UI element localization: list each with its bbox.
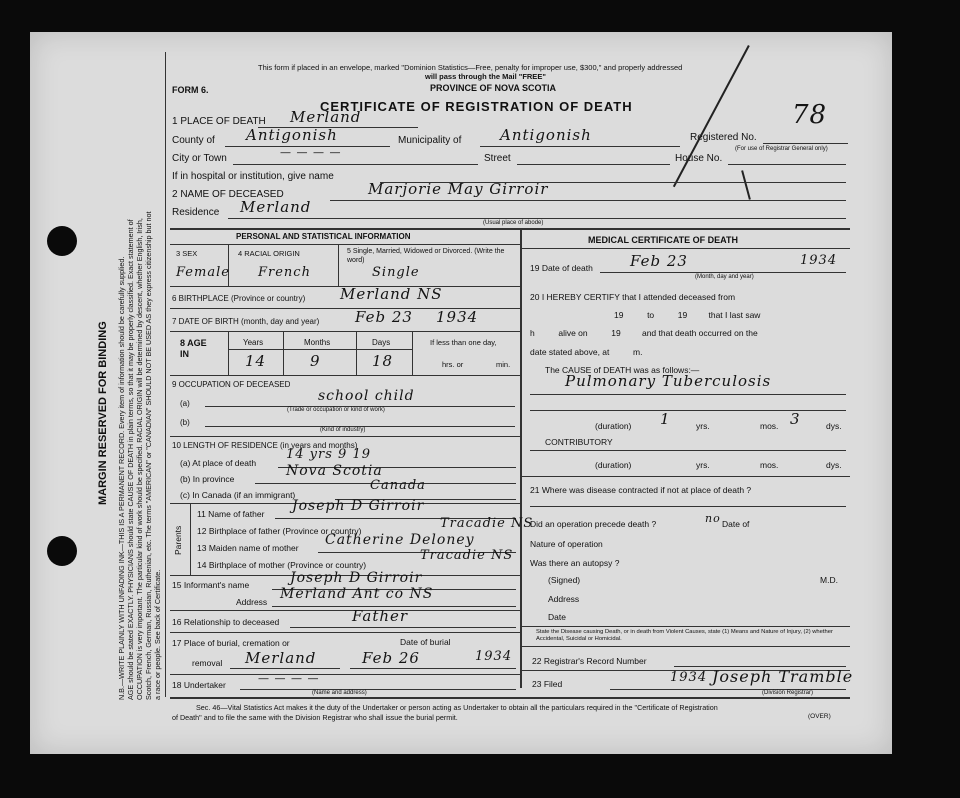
margin-note-1: N.B.—WRITE PLAINLY WITH UNFADING INK—THIS IS A PERMANENT RECORD. Every item of information should be carefully supplied. xyxy=(117,256,126,700)
parents-label: Parents xyxy=(173,525,183,555)
margin-note-5: a race or people. See back of Certificate. xyxy=(153,569,162,700)
mother-bp-label: 14 Birthplace of mother (Province or country) xyxy=(197,560,367,570)
hospital-label: If in hospital or institution, give name xyxy=(172,171,334,182)
grid-center xyxy=(520,228,522,688)
father-bp-value: Tracadie NS xyxy=(440,516,534,531)
registered-note: (For use of Registrar General only) xyxy=(735,146,828,152)
death-date-value: Feb 23 xyxy=(630,252,688,270)
cause-label: The CAUSE of DEATH was as follows:— xyxy=(545,365,700,375)
death-date-label: 19 Date of death xyxy=(530,263,593,273)
duration-mos-value: 3 xyxy=(790,410,801,428)
municipality-label: Municipality of xyxy=(398,135,462,146)
duration-mos: mos. xyxy=(760,421,779,431)
residence-value: Merland xyxy=(240,198,312,216)
operation-value: no xyxy=(705,512,721,525)
contrib-yrs: yrs. xyxy=(696,460,710,470)
house-line xyxy=(728,164,846,165)
contrib-dys: dys. xyxy=(826,460,842,470)
dob-rule xyxy=(170,331,520,332)
occ-b-note: (Kind of industry) xyxy=(320,427,366,433)
years-label: Years xyxy=(243,338,264,347)
city-label: City or Town xyxy=(172,153,227,164)
sex-value: Female xyxy=(176,265,230,280)
street-line xyxy=(517,164,670,165)
cause-line xyxy=(530,394,846,395)
nature-label: Nature of operation xyxy=(530,539,603,549)
informant-label: 15 Informant's name xyxy=(172,580,250,590)
registered-label: Registered No. xyxy=(690,132,757,143)
racial-div xyxy=(338,244,339,286)
months-label: Months xyxy=(304,338,331,347)
months-value: 9 xyxy=(310,352,321,370)
contrib-mos: mos. xyxy=(760,460,779,470)
undertaker-note: (Name and address) xyxy=(312,690,367,696)
occ-b-label: (b) xyxy=(180,418,190,427)
contributory-line xyxy=(530,450,846,451)
residence-note: (Usual place of abode) xyxy=(483,220,544,226)
footer-rule xyxy=(170,697,850,699)
res-c-value: Canada xyxy=(370,478,426,493)
age-div2 xyxy=(356,331,357,375)
autopsy-label: Was there an autopsy ? xyxy=(530,558,620,568)
certificate-title: CERTIFICATE OF REGISTRATION OF DEATH xyxy=(320,99,633,114)
less-label: If less than one day, xyxy=(430,338,497,347)
registrar-note: (Division Registrar) xyxy=(762,690,814,696)
duration-label: (duration) xyxy=(595,421,632,431)
personal-title: PERSONAL AND STATISTICAL INFORMATION xyxy=(236,232,411,241)
form-number: FORM 6. xyxy=(172,85,209,95)
operation-label: Did an operation precede death ? xyxy=(530,519,657,529)
relationship-value: Father xyxy=(352,607,409,625)
sex-label: 3 SEX xyxy=(176,249,198,258)
municipality-line xyxy=(480,146,680,147)
md-label: M.D. xyxy=(820,575,838,585)
mail-notice-1: This form if placed in an envelope, marked "Dominion Statistics—Free, penalty for improper use, $300," and properly addressed xyxy=(258,63,683,72)
burial-place-line xyxy=(230,668,340,669)
county-label: County of xyxy=(172,135,215,146)
days-label: Days xyxy=(372,338,391,347)
certify-line-h: h alive on 19 and that death occurred on the xyxy=(530,328,758,338)
filed-year: 1934 xyxy=(670,670,708,685)
province-heading: PROVINCE OF NOVA SCOTIA xyxy=(430,83,557,93)
res-c-label: (c) In Canada (if an immigrant) xyxy=(180,490,296,500)
certify-line-date: date stated above, at m. xyxy=(530,347,643,357)
operation-date-label: Date of xyxy=(722,519,750,529)
sec46-text: Sec. 46—Vital Statistics Act makes it the duty of the Undertaker or person acting as Undertaker to obtain all the particulars required in the "Certificate of Registration xyxy=(196,703,718,712)
city-value: — — — — xyxy=(280,146,342,159)
birthplace-label: 6 BIRTHPLACE (Province or country) xyxy=(172,294,306,303)
removal-label: removal xyxy=(192,658,223,668)
min-label: min. xyxy=(496,360,511,369)
margin-note-2: AGE should be stated EXACTLY. PHYSICIANS should state CAUSE OF DEATH in plain terms, so that it may be properly classified. Exact statement of xyxy=(126,219,135,700)
binder-hole-top xyxy=(47,226,77,256)
binder-hole-bottom xyxy=(47,536,77,566)
contrib-duration-label: (duration) xyxy=(595,460,632,470)
state-rule xyxy=(520,646,850,647)
personal-title-rule xyxy=(170,244,520,245)
res-a-label: (a) At place of death xyxy=(180,458,257,468)
medical-title: MEDICAL CERTIFICATE OF DEATH xyxy=(588,235,738,245)
occ-a-value: school child xyxy=(318,388,415,404)
burial-date-line xyxy=(350,668,516,669)
undertaker-line xyxy=(240,689,516,690)
dob-label: 7 DATE OF BIRTH (month, day and year) xyxy=(172,317,320,326)
margin-binding-label: MARGIN RESERVED FOR BINDING xyxy=(97,321,109,505)
undertaker-value: — — — — xyxy=(258,672,320,685)
registered-line xyxy=(763,143,848,144)
medical-title-rule xyxy=(520,248,850,249)
state-note: State the Disease causing Death, or in death from Violent Causes, state (1) Means and Nature of Injury, (2) whether Accidental, Suicidal or Homicidal. xyxy=(536,629,833,642)
hrs-label: hrs. or xyxy=(442,360,464,369)
signed-label: (Signed) xyxy=(548,575,581,585)
residence-line xyxy=(228,218,846,219)
med-date-label: Date xyxy=(548,612,566,622)
mother-bp-value: Tracadie NS xyxy=(420,548,514,563)
years-value: 14 xyxy=(245,352,267,370)
sec46-text-2: of Death" and to file the same with the Division Registrar who shall issue the burial permit. xyxy=(172,713,458,722)
residence-length-label: 10 LENGTH OF RESIDENCE (in years and months) xyxy=(172,441,358,450)
informant-value: Joseph D Girroir xyxy=(290,570,423,586)
name-value: Marjorie May Girroir xyxy=(368,180,549,198)
undertaker-label: 18 Undertaker xyxy=(172,680,226,690)
burial-date-value: Feb 26 xyxy=(362,649,420,667)
med-sign-rule xyxy=(520,626,850,627)
city-line xyxy=(233,164,478,165)
grid-top xyxy=(170,228,850,230)
burial-place-value: Merland xyxy=(245,649,317,667)
duration-dys: dys. xyxy=(826,421,842,431)
over-label: (OVER) xyxy=(808,713,831,720)
place-of-death-label: 1 PLACE OF DEATH xyxy=(172,116,266,127)
occ-a-note: (Trade or occupation or kind of work) xyxy=(287,407,385,413)
certify-text: 20 I HEREBY CERTIFY that I attended deceased from xyxy=(530,292,736,302)
racial-label: 4 RACIAL ORIGIN xyxy=(238,249,300,258)
age-label: 8 AGE IN xyxy=(180,338,207,359)
cause-value: Pulmonary Tuberculosis xyxy=(565,372,772,390)
burial-year-value: 1934 xyxy=(475,649,513,664)
relationship-label: 16 Relationship to deceased xyxy=(172,617,280,627)
burial-rule xyxy=(170,674,520,675)
q21-line xyxy=(530,506,846,507)
street-label: Street xyxy=(484,153,511,164)
informant-address-label: Address xyxy=(236,597,268,607)
dob-value: Feb 23 1934 xyxy=(355,308,479,326)
margin-note-4: Scotch, French, German, Russian, Ruthenian, etc. The terms "AMERICAN" or "CANADIAN" SHOULD NOT BE USED AS they express citizenship but not xyxy=(144,211,153,700)
father-label: 11 Name of father xyxy=(197,509,265,519)
mother-label: 13 Maiden name of mother xyxy=(197,543,299,553)
informant-rule xyxy=(170,610,520,611)
residence-label: Residence xyxy=(172,207,220,218)
age-div1 xyxy=(283,331,284,375)
registrar-signature: Joseph Tramble xyxy=(712,667,854,686)
municipality-value: Antigonish xyxy=(500,126,592,144)
death-date-line xyxy=(600,272,846,273)
birthplace-value: Merland NS xyxy=(340,285,443,303)
margin-note-3: OCCUPATION is very important. The particular kind of work should be specified. RACIAL ORIGIN will be determined by descent, whether English, Irish, xyxy=(135,218,144,700)
county-value: Antigonish xyxy=(246,126,338,144)
father-bp-label: 12 Birthplace of father (Province or country) xyxy=(197,526,362,536)
contrib-rule xyxy=(520,476,850,477)
relationship-rule xyxy=(170,632,520,633)
racial-value: French xyxy=(258,265,311,280)
death-date-note: (Month, day and year) xyxy=(695,274,754,280)
mail-notice-2: will pass through the Mail "FREE" xyxy=(425,72,546,81)
burial-label: 17 Place of burial, cremation or xyxy=(172,638,290,648)
parents-div xyxy=(190,503,191,575)
occupation-rule xyxy=(170,436,520,437)
age-sub-rule xyxy=(228,349,412,350)
burial-date-label: Date of burial xyxy=(400,637,451,647)
occ-a-label: (a) xyxy=(180,399,190,408)
father-value: Joseph D Girroir xyxy=(292,498,425,514)
age-div0 xyxy=(228,331,229,375)
house-label: House No. xyxy=(675,153,723,164)
med-address-label: Address xyxy=(548,594,580,604)
days-value: 18 xyxy=(372,352,394,370)
registered-number: 78 xyxy=(792,100,828,130)
res-b-value: Nova Scotia xyxy=(286,463,383,479)
duration-yrs-value: 1 xyxy=(660,410,671,428)
name-label: 2 NAME OF DECEASED xyxy=(172,189,284,200)
duration-yrs: yrs. xyxy=(696,421,710,431)
death-date-year: 1934 xyxy=(800,253,838,268)
filed-label: 23 Filed xyxy=(532,679,563,689)
certify-line-to: 19 to 19 that I last saw xyxy=(614,310,761,320)
relationship-line xyxy=(290,627,516,628)
res-b-label: (b) In province xyxy=(180,474,235,484)
marital-label: 5 Single, Married, Widowed or Divorced. (Write the word) xyxy=(347,248,505,264)
informant-address-value: Merland Ant co NS xyxy=(280,586,434,602)
age-div3 xyxy=(412,331,413,375)
place-of-death-value: Merland xyxy=(290,108,362,126)
name-line xyxy=(330,200,846,201)
res-a-value: 14 yrs 9 19 xyxy=(286,447,371,462)
q21-label: 21 Where was disease contracted if not at place of death ? xyxy=(530,485,752,495)
registrar-label: 22 Registrar's Record Number xyxy=(532,656,647,666)
occupation-label: 9 OCCUPATION OF DECEASED xyxy=(172,380,291,389)
contributory-label: CONTRIBUTORY xyxy=(545,437,613,447)
mother-value: Catherine Deloney xyxy=(325,532,475,548)
age-rule xyxy=(170,375,520,376)
margin-rule xyxy=(165,52,166,697)
marital-value: Single xyxy=(372,265,420,280)
